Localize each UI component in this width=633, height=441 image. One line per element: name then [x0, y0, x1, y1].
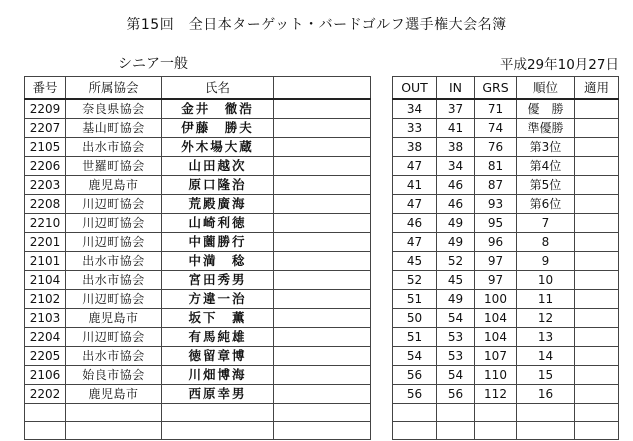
table-row — [25, 214, 619, 233]
results-table — [24, 76, 619, 440]
cell-rank: 15 — [517, 366, 575, 385]
cell-out: 46 — [393, 214, 437, 233]
table-row — [25, 290, 619, 309]
empty-row — [25, 422, 619, 440]
cell-out: 51 — [393, 328, 437, 347]
cell-empty — [66, 422, 162, 440]
table-row — [25, 385, 619, 404]
category-label: シニア一般 — [118, 56, 188, 72]
cell-association: 出水市協会 — [66, 347, 162, 366]
cell-grs: 97 — [475, 271, 517, 290]
cell-rank: 9 — [517, 252, 575, 271]
cell-empty — [25, 422, 66, 440]
cell-rank: 第3位 — [517, 138, 575, 157]
header-in: IN — [437, 77, 475, 100]
header-remarks: 適用 — [575, 77, 619, 100]
cell-empty — [393, 404, 437, 422]
cell-gap — [371, 309, 393, 328]
cell-number: 2102 — [25, 290, 66, 309]
cell-blank — [274, 157, 371, 176]
cell-out: 33 — [393, 119, 437, 138]
cell-gap — [371, 290, 393, 309]
cell-blank — [575, 138, 619, 157]
cell-blank — [575, 328, 619, 347]
cell-in: 49 — [437, 233, 475, 252]
cell-number: 2104 — [25, 271, 66, 290]
cell-empty — [162, 404, 274, 422]
table-row — [25, 233, 619, 252]
cell-number: 2207 — [25, 119, 66, 138]
cell-in: 54 — [437, 366, 475, 385]
cell-blank — [274, 309, 371, 328]
document-date: 平成29年10月27日 — [499, 57, 619, 73]
cell-gap — [371, 385, 393, 404]
cell-empty — [274, 422, 371, 440]
cell-in: 46 — [437, 195, 475, 214]
cell-grs: 97 — [475, 252, 517, 271]
cell-empty — [25, 404, 66, 422]
cell-association: 始良市協会 — [66, 366, 162, 385]
cell-association: 川辺町協会 — [66, 233, 162, 252]
cell-blank — [274, 271, 371, 290]
cell-in: 54 — [437, 309, 475, 328]
table-row — [25, 309, 619, 328]
cell-rank: 10 — [517, 271, 575, 290]
cell-number: 2210 — [25, 214, 66, 233]
cell-name: 方違一治 — [162, 290, 274, 309]
cell-name: 中薗勝行 — [162, 233, 274, 252]
cell-grs: 104 — [475, 328, 517, 347]
header-number: 番号 — [25, 77, 66, 100]
cell-name: 荒殿廣海 — [162, 195, 274, 214]
cell-in: 53 — [437, 347, 475, 366]
cell-association: 基山町協会 — [66, 119, 162, 138]
header-association: 所属協会 — [66, 77, 162, 100]
table-row — [25, 347, 619, 366]
cell-blank — [575, 366, 619, 385]
cell-blank — [274, 138, 371, 157]
cell-name: 山崎利徳 — [162, 214, 274, 233]
cell-rank: 第4位 — [517, 157, 575, 176]
cell-empty — [437, 404, 475, 422]
cell-blank — [575, 195, 619, 214]
document-title: 第15回 全日本ターゲット・バードゴルフ選手権大会名簿 — [126, 17, 507, 33]
cell-rank: 第5位 — [517, 176, 575, 195]
cell-blank — [274, 119, 371, 138]
cell-association: 川辺町協会 — [66, 195, 162, 214]
cell-grs: 71 — [475, 99, 517, 119]
cell-number: 2208 — [25, 195, 66, 214]
cell-gap — [371, 157, 393, 176]
cell-blank — [274, 385, 371, 404]
cell-number: 2205 — [25, 347, 66, 366]
cell-rank: 12 — [517, 309, 575, 328]
cell-number: 2103 — [25, 309, 66, 328]
cell-gap — [371, 195, 393, 214]
header-gap — [371, 77, 393, 100]
table-row — [25, 271, 619, 290]
cell-association: 奈良県協会 — [66, 99, 162, 119]
cell-blank — [575, 119, 619, 138]
table-row — [25, 328, 619, 347]
cell-blank — [274, 233, 371, 252]
cell-number: 2101 — [25, 252, 66, 271]
table-header-row — [25, 77, 619, 100]
cell-blank — [575, 157, 619, 176]
empty-row — [25, 404, 619, 422]
cell-in: 37 — [437, 99, 475, 119]
cell-gap — [371, 252, 393, 271]
cell-name: 金井 徹浩 — [162, 99, 274, 119]
table-row — [25, 157, 619, 176]
cell-out: 56 — [393, 366, 437, 385]
cell-blank — [575, 385, 619, 404]
cell-name: 有馬純雄 — [162, 328, 274, 347]
cell-blank — [575, 99, 619, 119]
cell-empty — [437, 422, 475, 440]
cell-gap — [371, 176, 393, 195]
cell-number: 2202 — [25, 385, 66, 404]
cell-grs: 93 — [475, 195, 517, 214]
cell-empty — [475, 404, 517, 422]
cell-grs: 104 — [475, 309, 517, 328]
cell-out: 45 — [393, 252, 437, 271]
cell-blank — [575, 176, 619, 195]
cell-grs: 100 — [475, 290, 517, 309]
cell-number: 2209 — [25, 99, 66, 119]
cell-rank: 第6位 — [517, 195, 575, 214]
cell-blank — [575, 214, 619, 233]
cell-gap — [371, 138, 393, 157]
cell-in: 49 — [437, 290, 475, 309]
cell-rank: 8 — [517, 233, 575, 252]
cell-gap — [371, 119, 393, 138]
cell-rank: 優 勝 — [517, 99, 575, 119]
cell-in: 45 — [437, 271, 475, 290]
cell-gap — [371, 328, 393, 347]
cell-blank — [575, 347, 619, 366]
cell-association: 川辺町協会 — [66, 290, 162, 309]
cell-grs: 74 — [475, 119, 517, 138]
cell-grs: 110 — [475, 366, 517, 385]
cell-number: 2203 — [25, 176, 66, 195]
header-grs: GRS — [475, 77, 517, 100]
cell-name: 宮田秀男 — [162, 271, 274, 290]
cell-empty — [575, 422, 619, 440]
cell-out: 41 — [393, 176, 437, 195]
cell-rank: 7 — [517, 214, 575, 233]
cell-association: 川辺町協会 — [66, 214, 162, 233]
cell-name: 徳留章博 — [162, 347, 274, 366]
cell-association: 鹿児島市 — [66, 309, 162, 328]
cell-blank — [575, 309, 619, 328]
cell-rank: 16 — [517, 385, 575, 404]
cell-association: 鹿児島市 — [66, 385, 162, 404]
cell-association: 出水市協会 — [66, 271, 162, 290]
cell-out: 51 — [393, 290, 437, 309]
cell-blank — [274, 214, 371, 233]
cell-blank — [274, 195, 371, 214]
cell-out: 56 — [393, 385, 437, 404]
cell-out: 47 — [393, 195, 437, 214]
header-name: 氏名 — [162, 77, 274, 100]
cell-association: 川辺町協会 — [66, 328, 162, 347]
cell-empty — [517, 404, 575, 422]
cell-out: 47 — [393, 157, 437, 176]
cell-in: 52 — [437, 252, 475, 271]
cell-blank — [274, 99, 371, 119]
cell-out: 50 — [393, 309, 437, 328]
cell-blank — [575, 252, 619, 271]
cell-rank: 準優勝 — [517, 119, 575, 138]
cell-empty — [475, 422, 517, 440]
table-row — [25, 366, 619, 385]
cell-blank — [575, 290, 619, 309]
cell-grs: 107 — [475, 347, 517, 366]
cell-rank: 11 — [517, 290, 575, 309]
cell-number: 2201 — [25, 233, 66, 252]
header-rank: 順位 — [517, 77, 575, 100]
table-row — [25, 176, 619, 195]
cell-blank — [274, 328, 371, 347]
table-row — [25, 138, 619, 157]
cell-grs: 76 — [475, 138, 517, 157]
cell-out: 47 — [393, 233, 437, 252]
cell-in: 41 — [437, 119, 475, 138]
results-sheet — [24, 76, 618, 416]
cell-grs: 87 — [475, 176, 517, 195]
header-blank — [274, 77, 371, 100]
cell-empty — [371, 422, 393, 440]
cell-name: 坂下 薫 — [162, 309, 274, 328]
cell-association: 世羅町協会 — [66, 157, 162, 176]
cell-grs: 95 — [475, 214, 517, 233]
cell-name: 中満 稔 — [162, 252, 274, 271]
cell-grs: 81 — [475, 157, 517, 176]
header-out: OUT — [393, 77, 437, 100]
cell-number: 2105 — [25, 138, 66, 157]
cell-number: 2204 — [25, 328, 66, 347]
cell-in: 34 — [437, 157, 475, 176]
cell-association: 出水市協会 — [66, 252, 162, 271]
cell-rank: 14 — [517, 347, 575, 366]
cell-association: 出水市協会 — [66, 138, 162, 157]
cell-in: 38 — [437, 138, 475, 157]
cell-name: 山田越次 — [162, 157, 274, 176]
cell-gap — [371, 233, 393, 252]
cell-blank — [274, 176, 371, 195]
cell-empty — [393, 422, 437, 440]
cell-grs: 96 — [475, 233, 517, 252]
cell-in: 49 — [437, 214, 475, 233]
cell-in: 46 — [437, 176, 475, 195]
cell-out: 34 — [393, 99, 437, 119]
cell-name: 西原幸男 — [162, 385, 274, 404]
cell-name: 川畑博海 — [162, 366, 274, 385]
cell-blank — [575, 233, 619, 252]
table-row — [25, 195, 619, 214]
cell-name: 外木場大蔵 — [162, 138, 274, 157]
cell-blank — [274, 252, 371, 271]
cell-gap — [371, 347, 393, 366]
cell-empty — [274, 404, 371, 422]
cell-gap — [371, 99, 393, 119]
cell-empty — [575, 404, 619, 422]
cell-gap — [371, 271, 393, 290]
cell-blank — [274, 290, 371, 309]
cell-number: 2206 — [25, 157, 66, 176]
cell-empty — [371, 404, 393, 422]
cell-empty — [162, 422, 274, 440]
cell-association: 鹿児島市 — [66, 176, 162, 195]
cell-out: 38 — [393, 138, 437, 157]
cell-out: 52 — [393, 271, 437, 290]
cell-empty — [517, 422, 575, 440]
cell-blank — [274, 347, 371, 366]
cell-in: 56 — [437, 385, 475, 404]
cell-gap — [371, 214, 393, 233]
cell-empty — [66, 404, 162, 422]
cell-gap — [371, 366, 393, 385]
cell-in: 53 — [437, 328, 475, 347]
cell-blank — [575, 271, 619, 290]
table-row — [25, 99, 619, 119]
cell-name: 伊藤 勝夫 — [162, 119, 274, 138]
cell-number: 2106 — [25, 366, 66, 385]
table-row — [25, 252, 619, 271]
cell-grs: 112 — [475, 385, 517, 404]
cell-name: 原口隆治 — [162, 176, 274, 195]
cell-rank: 13 — [517, 328, 575, 347]
cell-blank — [274, 366, 371, 385]
cell-out: 54 — [393, 347, 437, 366]
table-row — [25, 119, 619, 138]
